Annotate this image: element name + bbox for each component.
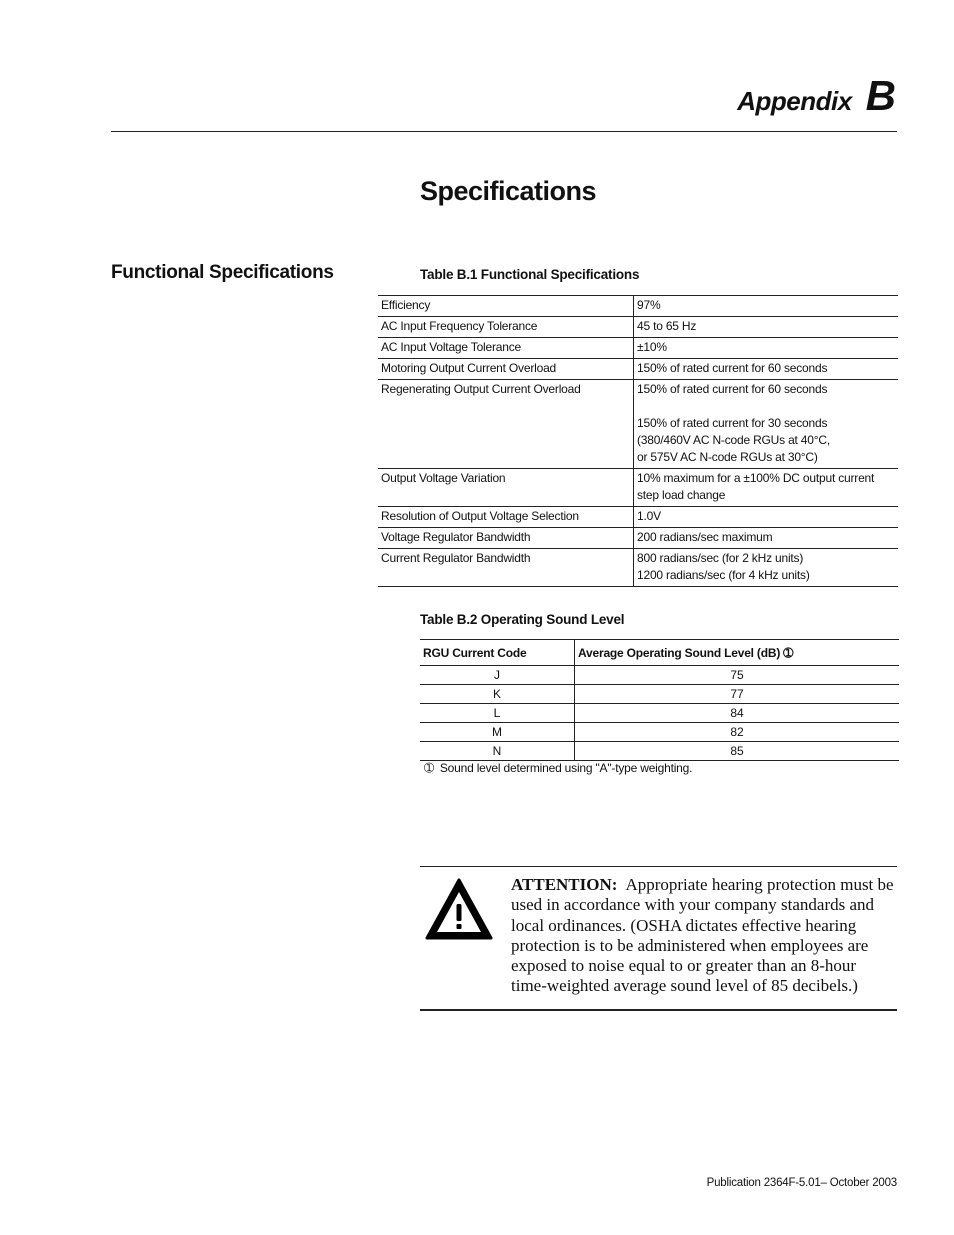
sound-level-value: 82 bbox=[575, 723, 900, 742]
column-header-rgu-code: RGU Current Code bbox=[420, 640, 575, 666]
table-row bbox=[378, 338, 898, 359]
attention-label: ATTENTION: bbox=[511, 875, 618, 894]
sound-level-value: 75 bbox=[575, 666, 900, 685]
appendix-word: Appendix bbox=[737, 86, 852, 116]
header-rule bbox=[111, 131, 897, 132]
publication-footer: Publication 2364F-5.01– October 2003 bbox=[706, 1177, 897, 1189]
sound-level-value: 77 bbox=[575, 685, 900, 704]
spec-parameter: Regenerating Output Current Overload bbox=[378, 380, 634, 469]
column-header-sound-level: Average Operating Sound Level (dB) ➀ bbox=[575, 640, 900, 666]
attention-message bbox=[511, 875, 896, 997]
table-row bbox=[420, 685, 899, 704]
table-row bbox=[420, 742, 899, 761]
attention-box bbox=[420, 866, 897, 1011]
rgu-current-code: N bbox=[420, 742, 575, 761]
spec-parameter: AC Input Voltage Tolerance bbox=[378, 338, 634, 359]
footnote-text: Sound level determined using "A"-type weighting. bbox=[439, 761, 693, 775]
functional-specifications-table bbox=[378, 295, 898, 587]
spec-parameter: Efficiency bbox=[378, 296, 634, 317]
section-title: Functional Specifications bbox=[111, 262, 334, 283]
table-row bbox=[378, 380, 898, 469]
spec-value: 1.0V bbox=[634, 507, 899, 528]
page-title: Specifications bbox=[420, 176, 597, 206]
spec-parameter: Output Voltage Variation bbox=[378, 469, 634, 507]
table-row bbox=[378, 549, 898, 587]
table-row bbox=[378, 507, 898, 528]
table-row bbox=[378, 296, 898, 317]
table-row bbox=[378, 469, 898, 507]
table-header-row bbox=[420, 640, 899, 666]
spec-value: 800 radians/sec (for 2 kHz units) 1200 radians/sec (for 4 kHz units) bbox=[634, 549, 899, 587]
table-b1-caption: Table B.1 Functional Specifications bbox=[420, 267, 640, 282]
table-row bbox=[378, 359, 898, 380]
rgu-current-code: M bbox=[420, 723, 575, 742]
spec-value: 150% of rated current for 60 seconds 150% of rated current for 30 seconds (380/460V AC N-code RGUs at 40°C, or 575V AC N-code RGUs at 30°C) bbox=[634, 380, 899, 469]
rgu-current-code: J bbox=[420, 666, 575, 685]
spec-value: 150% of rated current for 60 seconds bbox=[634, 359, 899, 380]
warning-triangle-icon bbox=[424, 877, 494, 941]
spec-value: ±10% bbox=[634, 338, 899, 359]
rgu-current-code: K bbox=[420, 685, 575, 704]
sound-level-value: 84 bbox=[575, 704, 900, 723]
spec-parameter: AC Input Frequency Tolerance bbox=[378, 317, 634, 338]
spec-parameter: Current Regulator Bandwidth bbox=[378, 549, 634, 587]
spec-parameter: Resolution of Output Voltage Selection bbox=[378, 507, 634, 528]
spec-value: 200 radians/sec maximum bbox=[634, 528, 899, 549]
footnote-mark: ➀ bbox=[424, 761, 434, 775]
rgu-current-code: L bbox=[420, 704, 575, 723]
table-row bbox=[420, 723, 899, 742]
operating-sound-level-table bbox=[420, 639, 899, 761]
spec-value: 10% maximum for a ±100% DC output current step load change bbox=[634, 469, 899, 507]
appendix-letter: B bbox=[865, 72, 896, 119]
spec-value: 45 to 65 Hz bbox=[634, 317, 899, 338]
sound-level-value: 85 bbox=[575, 742, 900, 761]
table-row bbox=[420, 704, 899, 723]
appendix-heading bbox=[737, 72, 896, 120]
spec-parameter: Voltage Regulator Bandwidth bbox=[378, 528, 634, 549]
table-b2-caption: Table B.2 Operating Sound Level bbox=[420, 612, 625, 627]
table-footnote bbox=[424, 761, 692, 775]
spec-parameter: Motoring Output Current Overload bbox=[378, 359, 634, 380]
table-row bbox=[420, 666, 899, 685]
spec-value: 97% bbox=[634, 296, 899, 317]
attention-body: Appropriate hearing protection must be used in accordance with your company standards and local ordinances. (OSHA dictates effective hearing protection is to be administered when employees are exposed to noise equal to or greater than an 8-hour time-weighted average sound level of 85 decibels.) bbox=[511, 875, 894, 996]
table-row bbox=[378, 528, 898, 549]
table-row bbox=[378, 317, 898, 338]
